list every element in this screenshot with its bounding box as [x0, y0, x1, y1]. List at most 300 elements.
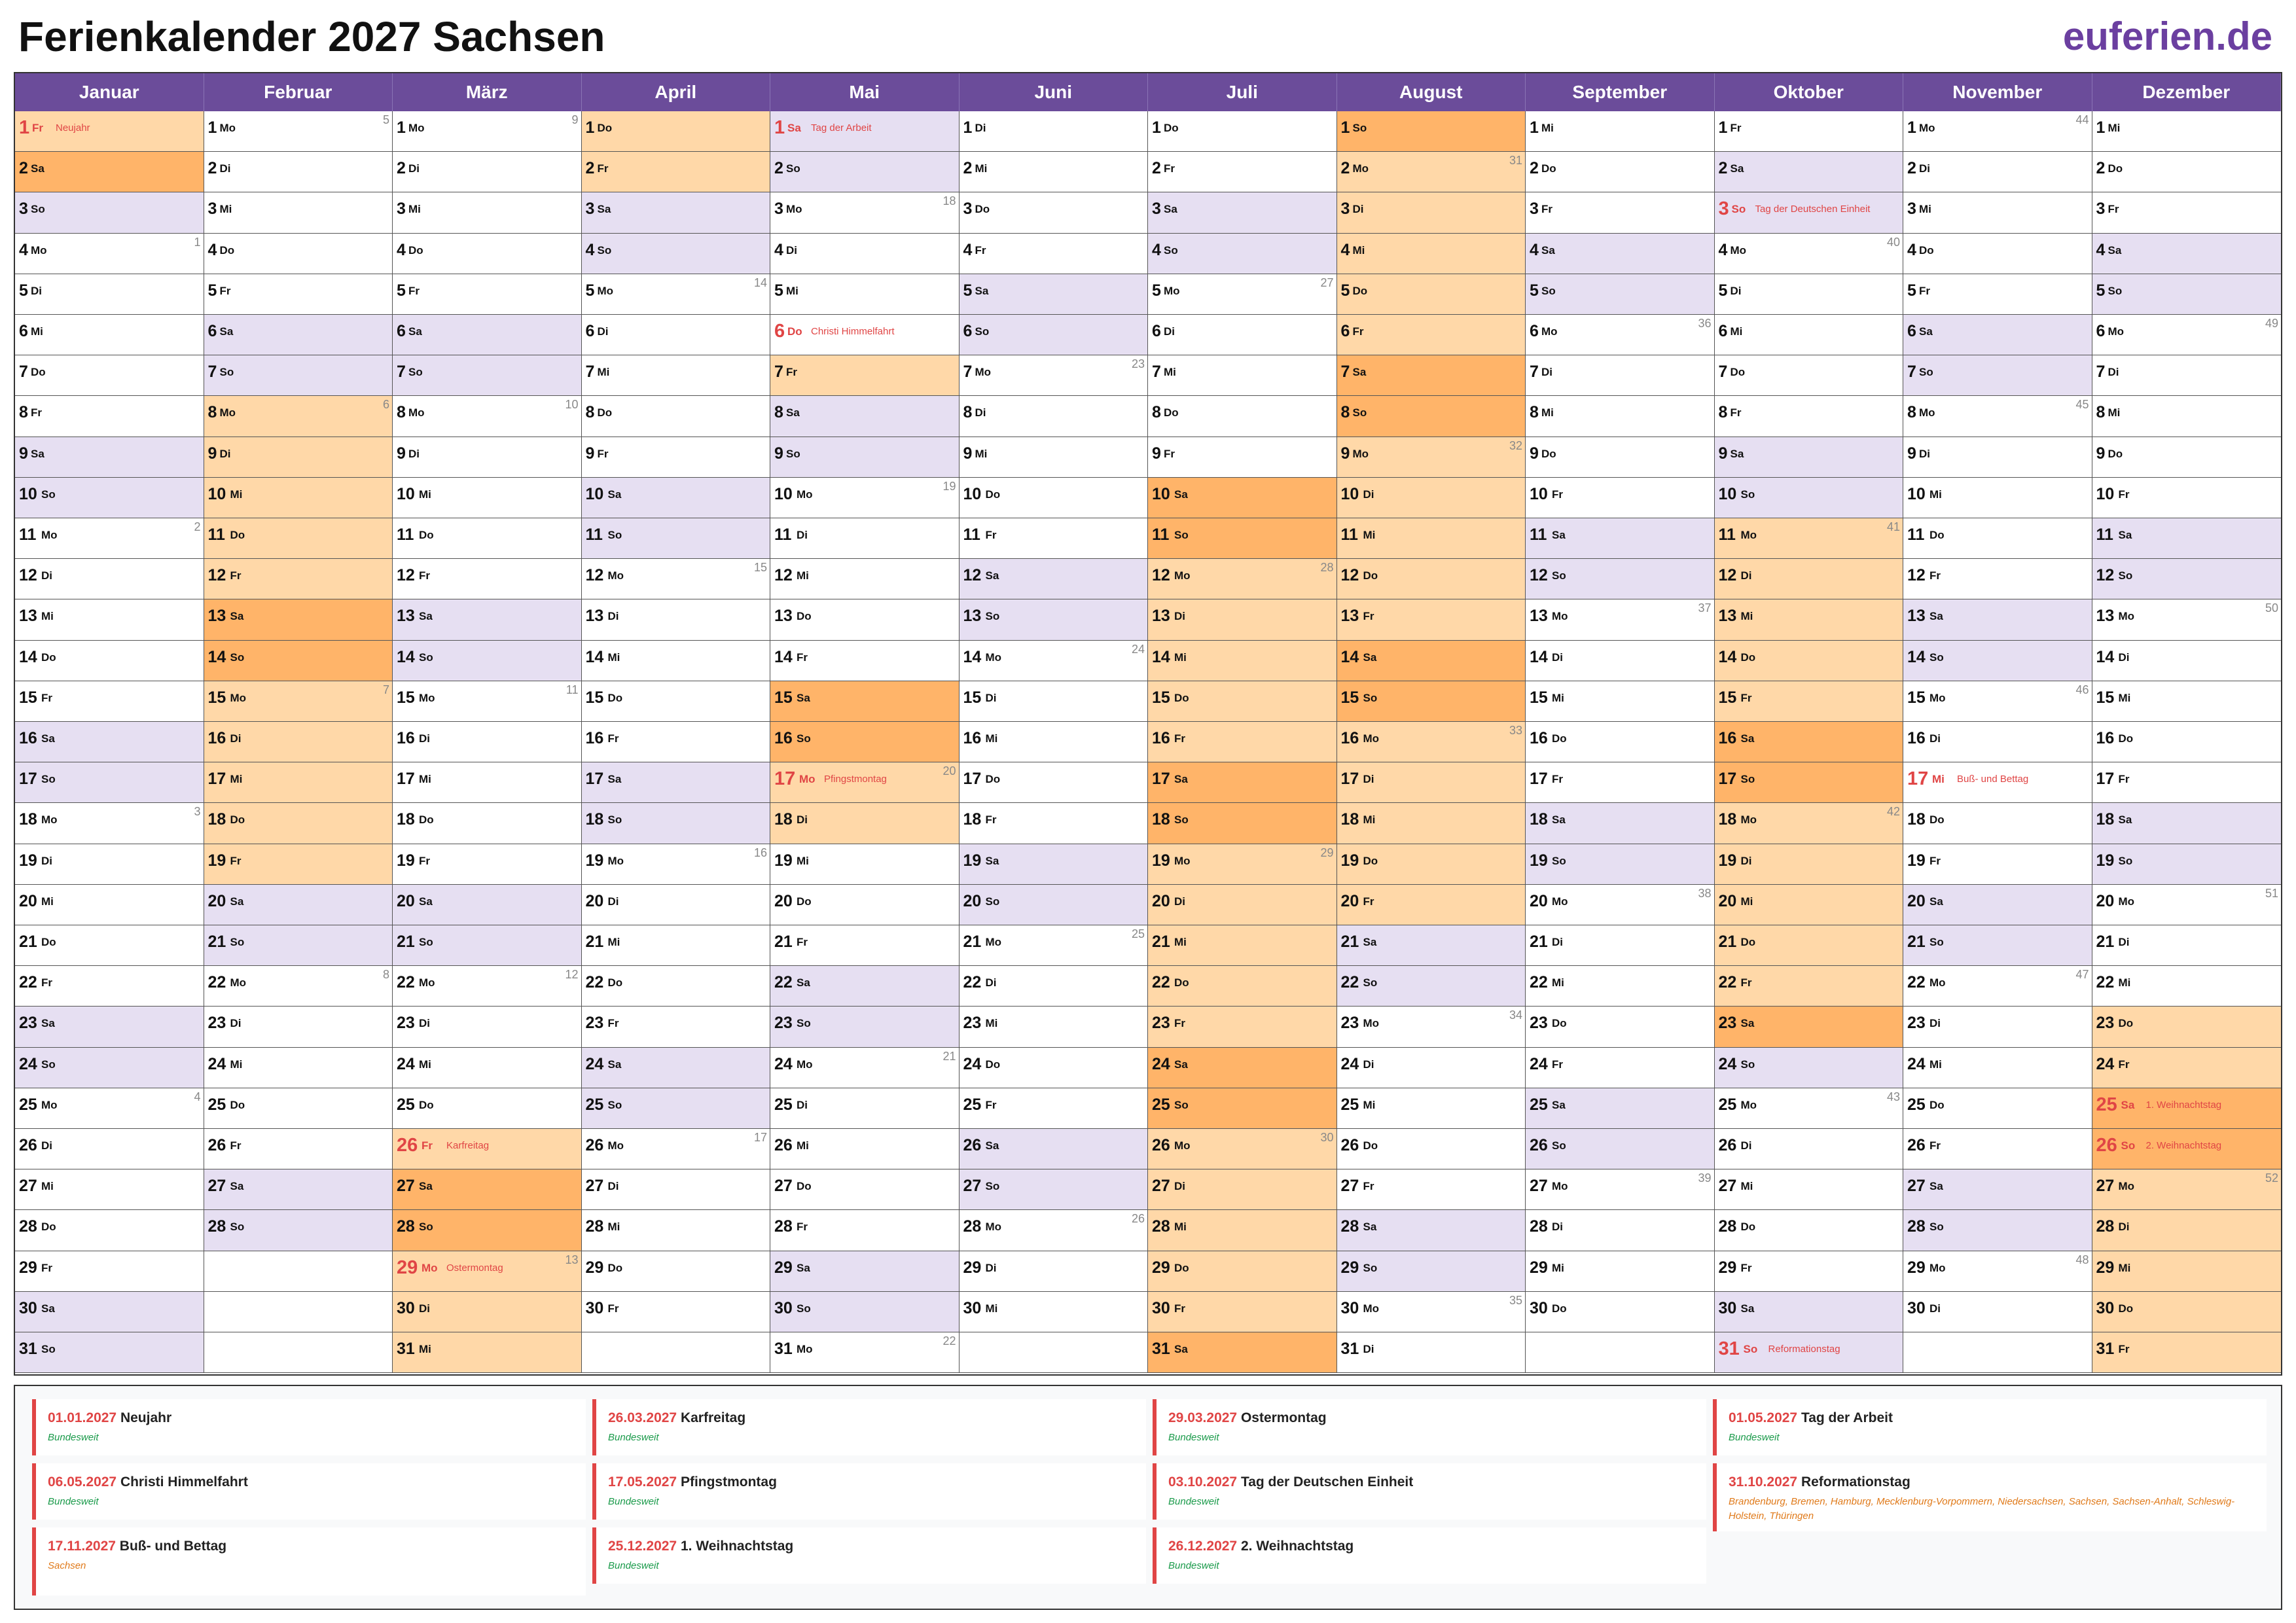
day-number: 15	[774, 688, 793, 707]
day-cell	[960, 478, 1149, 518]
week-number: 10	[565, 398, 579, 412]
weekday-label: Do	[787, 325, 802, 338]
weekday-label: Fr	[975, 243, 986, 257]
day-cell	[2092, 599, 2282, 640]
weekday-label: So	[419, 651, 433, 664]
day-number: 4	[19, 240, 28, 259]
week-number: 24	[1131, 642, 1145, 656]
week-number: 41	[1886, 520, 1900, 533]
day-number: 11	[963, 526, 980, 544]
weekday-label: Mo	[31, 243, 47, 257]
day-cell	[770, 1169, 960, 1210]
weekday-label: Di	[797, 1098, 808, 1111]
holiday-name: Ostermontag	[446, 1262, 503, 1274]
weekday-label: Mi	[985, 732, 998, 745]
day-number: 24	[1530, 1054, 1548, 1073]
month-header: Dezember	[2092, 73, 2282, 111]
empty-cell	[960, 1332, 1149, 1373]
weekday-label: So	[1541, 284, 1556, 297]
legend-entry	[32, 1527, 586, 1596]
day-cell	[1903, 234, 2092, 274]
day-cell	[1715, 641, 1904, 681]
week-number: 3	[194, 805, 201, 819]
day-number: 22	[963, 973, 982, 992]
day-cell	[15, 1048, 204, 1088]
day-cell	[770, 885, 960, 925]
day-number: 31	[1152, 1340, 1170, 1358]
weekday-label: Sa	[2121, 1098, 2135, 1111]
day-number: 3	[585, 200, 595, 219]
day-number: 9	[2096, 444, 2106, 463]
day-cell	[393, 762, 582, 803]
day-cell	[770, 152, 960, 192]
day-number: 22	[774, 973, 793, 992]
month-header: Februar	[204, 73, 393, 111]
legend-scope: Bundesweit	[608, 1560, 659, 1571]
day-cell	[2092, 803, 2282, 844]
week-number: 18	[942, 194, 956, 208]
weekday-label: Mi	[1541, 406, 1554, 419]
day-number: 21	[963, 933, 982, 951]
day-cell	[1715, 355, 1904, 396]
weekday-label: Di	[1730, 284, 1742, 297]
day-number: 1	[207, 118, 217, 137]
day-number: 24	[1340, 1054, 1359, 1073]
day-cell	[15, 559, 204, 599]
weekday-label: Sa	[1164, 203, 1177, 216]
day-number: 18	[585, 810, 604, 829]
day-cell	[1715, 722, 1904, 762]
day-number: 6	[1907, 322, 1916, 340]
weekday-label: Sa	[41, 1017, 55, 1030]
weekday-label: Mo	[422, 1261, 438, 1274]
weekday-label: So	[1352, 406, 1367, 419]
day-cell	[1148, 1251, 1337, 1292]
weekday-label: So	[797, 732, 811, 745]
weekday-label: Do	[1164, 122, 1179, 134]
weekday-label: Mo	[41, 1098, 58, 1111]
day-cell	[582, 518, 771, 559]
weekday-label: So	[975, 325, 990, 338]
weekday-label: So	[607, 529, 622, 541]
week-number: 25	[1131, 927, 1145, 940]
weekday-label: Do	[1740, 936, 1756, 948]
week-number: 15	[753, 561, 767, 575]
day-cell	[770, 1048, 960, 1088]
weekday-label: Do	[2108, 447, 2123, 460]
weekday-label: Fr	[607, 732, 619, 745]
weekday-label: So	[1740, 1058, 1755, 1071]
day-cell	[1337, 1210, 1526, 1251]
day-number: 8	[207, 403, 217, 422]
week-number: 27	[1320, 276, 1334, 289]
day-cell	[1903, 1129, 2092, 1169]
day-number: 20	[207, 891, 226, 910]
day-cell	[204, 437, 393, 478]
month-header: Mai	[770, 73, 960, 111]
day-number: 22	[2096, 973, 2115, 992]
day-cell	[393, 1088, 582, 1129]
weekday-label: Mo	[1164, 284, 1180, 297]
weekday-label: Di	[597, 325, 609, 338]
day-cell	[393, 925, 582, 966]
day-cell	[960, 355, 1149, 396]
day-number: 30	[1718, 1298, 1737, 1317]
day-cell	[2092, 1292, 2282, 1332]
weekday-label: So	[786, 162, 800, 175]
day-number: 24	[2096, 1054, 2115, 1073]
weekday-label: Sa	[230, 895, 244, 908]
day-number: 22	[1718, 973, 1737, 992]
weekday-label: Fr	[41, 976, 52, 990]
day-cell	[204, 1007, 393, 1047]
weekday-label: Di	[1919, 447, 1930, 460]
holiday-name: Tag der Arbeit	[811, 122, 872, 134]
legend-date	[608, 1474, 777, 1491]
day-cell	[2092, 844, 2282, 885]
weekday-label: Sa	[1552, 1098, 1566, 1111]
weekday-label: Fr	[985, 529, 997, 541]
weekday-label: Fr	[1552, 1058, 1563, 1071]
day-number: 26	[1530, 1136, 1548, 1154]
day-cell	[770, 355, 960, 396]
day-number: 16	[2096, 729, 2115, 747]
legend-date-text: 29.03.2027	[1168, 1410, 1238, 1425]
weekday-label: Di	[985, 691, 997, 704]
day-number: 23	[207, 1014, 226, 1033]
day-cell	[1526, 518, 1715, 559]
weekday-label: Fr	[597, 447, 609, 460]
day-cell	[1526, 355, 1715, 396]
weekday-label: Fr	[1363, 895, 1374, 908]
day-cell	[1337, 844, 1526, 885]
legend-date	[48, 1474, 248, 1491]
day-number: 17	[19, 770, 37, 789]
day-cell	[1337, 966, 1526, 1007]
weekday-label: Di	[1552, 936, 1563, 948]
empty-cell	[204, 1251, 393, 1292]
weekday-label: Mi	[797, 1139, 809, 1152]
day-number: 10	[774, 484, 793, 503]
day-number: 30	[774, 1298, 793, 1317]
day-cell	[2092, 966, 2282, 1007]
day-cell	[15, 641, 204, 681]
weekday-label: Fr	[408, 284, 420, 297]
day-number: 30	[1530, 1298, 1548, 1317]
day-cell	[770, 966, 960, 1007]
weekday-label: Di	[1929, 732, 1941, 745]
weekday-label: Mi	[1740, 610, 1753, 623]
weekday-label: Di	[1740, 854, 1752, 867]
weekday-label: Do	[419, 529, 434, 541]
day-number: 13	[1340, 607, 1359, 626]
day-number: 29	[2096, 1258, 2115, 1277]
weekday-label: Fr	[230, 569, 242, 582]
day-number: 29	[397, 1257, 418, 1278]
day-number: 29	[963, 1258, 982, 1277]
day-number: 4	[1530, 240, 1539, 259]
day-cell	[1526, 1292, 1715, 1332]
day-cell	[1715, 1129, 1904, 1169]
day-cell	[2092, 1129, 2282, 1169]
weekday-label: Di	[1164, 325, 1175, 338]
day-number: 12	[1530, 566, 1548, 585]
weekday-label: Sa	[787, 122, 801, 134]
day-cell	[1337, 478, 1526, 518]
weekday-label: Mo	[1552, 1180, 1568, 1193]
day-cell	[1337, 152, 1526, 192]
day-number: 7	[1718, 363, 1728, 382]
weekday-label: Do	[607, 691, 623, 704]
day-cell	[770, 1007, 960, 1047]
weekday-label: Sa	[1929, 610, 1943, 623]
week-number: 5	[382, 113, 389, 126]
weekday-label: Di	[219, 162, 231, 175]
day-cell	[1903, 925, 2092, 966]
legend-holiday-name: Karfreitag	[677, 1410, 746, 1425]
weekday-label: So	[1740, 773, 1755, 786]
day-cell	[770, 274, 960, 315]
day-cell	[582, 1048, 771, 1088]
weekday-label: Fr	[1740, 1261, 1752, 1274]
weekday-label: Do	[985, 773, 1001, 786]
day-number: 20	[774, 891, 793, 910]
day-number: 21	[1152, 933, 1170, 951]
day-cell	[393, 234, 582, 274]
weekday-label: Di	[1929, 1302, 1941, 1315]
day-number: 11	[19, 526, 37, 544]
day-number: 19	[2096, 851, 2115, 870]
day-number: 29	[1530, 1258, 1548, 1277]
legend-entry	[592, 1527, 1146, 1584]
weekday-label: Mo	[1363, 1017, 1380, 1030]
weekday-label: Sa	[1174, 488, 1188, 501]
legend-date	[608, 1538, 793, 1555]
day-number: 2	[207, 159, 217, 178]
weekday-label: Di	[230, 1017, 242, 1030]
day-cell	[1337, 599, 1526, 640]
day-cell	[1337, 1007, 1526, 1047]
day-number: 26	[1907, 1136, 1926, 1154]
day-number: 29	[1152, 1258, 1170, 1277]
day-number: 18	[2096, 810, 2115, 829]
day-number: 22	[19, 973, 37, 992]
day-cell	[960, 1292, 1149, 1332]
day-number: 15	[585, 688, 604, 707]
day-number: 9	[1530, 444, 1539, 463]
weekday-label: Do	[985, 488, 1001, 501]
day-cell	[1337, 1332, 1526, 1373]
day-number: 7	[2096, 363, 2106, 382]
week-number: 39	[1698, 1171, 1712, 1185]
month-header: Juli	[1148, 73, 1337, 111]
weekday-label: Di	[2108, 366, 2119, 379]
holiday-legend	[14, 1385, 2282, 1610]
day-number: 26	[207, 1136, 226, 1154]
holiday-name: 2. Weihnachtstag	[2145, 1140, 2222, 1151]
day-cell	[1148, 1169, 1337, 1210]
day-number: 7	[19, 363, 28, 382]
day-number: 18	[1907, 810, 1926, 829]
weekday-label: So	[31, 203, 45, 216]
day-number: 19	[1530, 851, 1548, 870]
week-number: 11	[565, 683, 579, 696]
day-cell	[1526, 478, 1715, 518]
week-number: 49	[2265, 317, 2278, 330]
weekday-label: Mi	[975, 162, 988, 175]
day-number: 11	[1718, 526, 1736, 544]
legend-scope: Bundesweit	[48, 1496, 99, 1507]
day-cell	[1715, 1210, 1904, 1251]
week-number: 48	[2075, 1253, 2089, 1266]
day-cell	[582, 803, 771, 844]
weekday-label: Mo	[219, 122, 236, 134]
weekday-label: So	[985, 610, 1000, 623]
week-number: 31	[1509, 154, 1522, 168]
weekday-label: Mo	[408, 122, 425, 134]
legend-holiday-name: Tag der Arbeit	[1797, 1410, 1893, 1425]
day-cell	[1148, 396, 1337, 437]
weekday-label: Fr	[31, 406, 42, 419]
day-cell	[1715, 803, 1904, 844]
day-cell	[393, 152, 582, 192]
day-cell	[15, 1129, 204, 1169]
day-cell	[204, 315, 393, 355]
day-number: 10	[585, 484, 604, 503]
weekday-label: Mo	[597, 284, 614, 297]
weekday-label: Di	[2118, 936, 2130, 948]
day-cell	[582, 925, 771, 966]
weekday-label: Di	[2118, 651, 2130, 664]
day-cell	[1903, 1292, 2092, 1332]
day-number: 15	[397, 688, 415, 707]
day-cell	[1337, 1048, 1526, 1088]
day-number: 30	[397, 1298, 415, 1317]
day-cell	[204, 966, 393, 1007]
day-cell	[204, 599, 393, 640]
day-number: 17	[1718, 770, 1737, 789]
day-number: 3	[1907, 200, 1916, 219]
day-cell	[1148, 274, 1337, 315]
day-cell	[582, 437, 771, 478]
day-cell	[2092, 1007, 2282, 1047]
day-cell	[1715, 152, 1904, 192]
day-cell	[1526, 1251, 1715, 1292]
day-number: 18	[963, 810, 982, 829]
day-number: 2	[963, 159, 973, 178]
weekday-label: Di	[1541, 366, 1552, 379]
day-number: 10	[963, 484, 982, 503]
legend-scope: Bundesweit	[1168, 1496, 1219, 1507]
day-number: 21	[1340, 933, 1359, 951]
weekday-label: Fr	[1352, 325, 1364, 338]
day-number: 20	[1340, 891, 1359, 910]
day-number: 6	[1340, 322, 1350, 340]
day-cell	[1903, 478, 2092, 518]
brand-logo[interactable]: euferien.de	[2062, 14, 2272, 58]
week-number: 20	[942, 764, 956, 778]
day-number: 29	[1718, 1258, 1737, 1277]
day-number: 5	[2096, 281, 2106, 300]
weekday-label: Do	[1363, 1139, 1378, 1152]
day-number: 4	[1152, 240, 1161, 259]
day-number: 6	[585, 322, 595, 340]
weekday-label: Fr	[219, 284, 231, 297]
legend-date-text: 25.12.2027	[608, 1539, 677, 1554]
day-cell	[1715, 1169, 1904, 1210]
day-cell	[1337, 885, 1526, 925]
weekday-label: Mo	[2118, 610, 2135, 623]
day-cell	[582, 885, 771, 925]
day-cell	[204, 396, 393, 437]
weekday-label: Do	[1352, 284, 1368, 297]
weekday-label: Di	[1174, 1180, 1185, 1193]
empty-cell	[1526, 1332, 1715, 1373]
day-cell	[960, 192, 1149, 233]
weekday-label: Mi	[419, 1343, 431, 1355]
weekday-label: Fr	[1174, 732, 1185, 745]
day-number: 7	[585, 363, 595, 382]
weekday-label: Mo	[1174, 1139, 1191, 1152]
weekday-label: Mo	[1352, 447, 1369, 460]
day-cell	[1903, 803, 2092, 844]
weekday-label: Mo	[408, 406, 425, 419]
day-number: 26	[1718, 1136, 1737, 1154]
week-number: 12	[565, 968, 579, 982]
weekday-label: Mi	[419, 773, 431, 786]
day-cell	[770, 1292, 960, 1332]
weekday-label: Mi	[597, 366, 610, 379]
weekday-label: Sa	[219, 325, 234, 338]
day-cell	[770, 641, 960, 681]
weekday-label: So	[1164, 243, 1178, 257]
day-number: 25	[1340, 1095, 1359, 1114]
day-number: 28	[2096, 1217, 2115, 1236]
day-number: 24	[1907, 1054, 1926, 1073]
day-number: 12	[1907, 566, 1926, 585]
day-number: 17	[2096, 770, 2115, 789]
weekday-label: Fr	[1164, 447, 1175, 460]
weekday-label: Di	[41, 854, 52, 867]
weekday-label: So	[2121, 1139, 2136, 1152]
weekday-label: Do	[797, 610, 812, 623]
day-cell	[1148, 559, 1337, 599]
day-number: 3	[1152, 200, 1161, 219]
day-cell	[2092, 1251, 2282, 1292]
day-number: 13	[1907, 607, 1926, 626]
day-number: 28	[585, 1217, 604, 1236]
weekday-label: Do	[797, 895, 812, 908]
weekday-label: Sa	[797, 1261, 810, 1274]
day-cell	[582, 559, 771, 599]
day-number: 8	[1152, 403, 1161, 422]
day-number: 15	[1907, 688, 1926, 707]
legend-holiday-name: Ostermontag	[1237, 1410, 1327, 1425]
day-cell	[15, 599, 204, 640]
day-cell	[393, 681, 582, 722]
weekday-label: Mo	[607, 569, 624, 582]
day-cell	[770, 518, 960, 559]
weekday-label: Di	[219, 447, 231, 460]
weekday-label: Mi	[797, 569, 809, 582]
day-number: 27	[1340, 1177, 1359, 1196]
legend-holiday-name: Pfingstmontag	[677, 1474, 777, 1489]
day-cell	[582, 152, 771, 192]
weekday-label: So	[786, 447, 800, 460]
weekday-label: So	[1552, 1139, 1566, 1152]
day-cell	[1526, 234, 1715, 274]
weekday-label: Do	[2108, 162, 2123, 175]
